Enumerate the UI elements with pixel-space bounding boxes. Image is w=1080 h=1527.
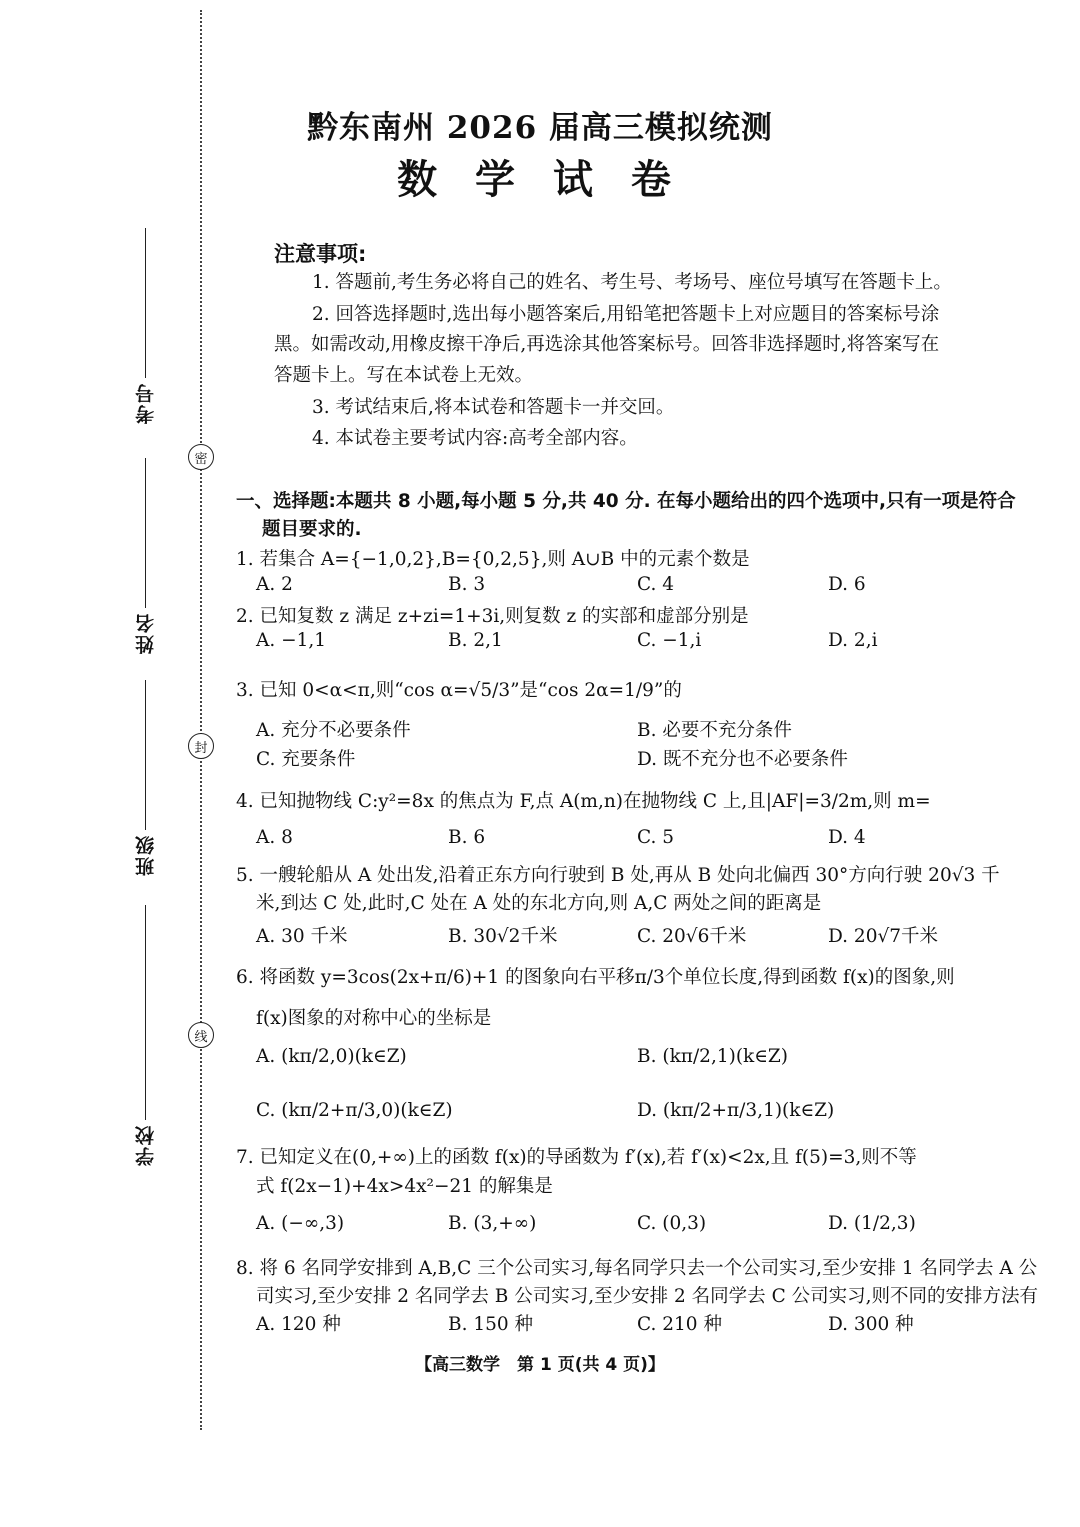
page-footer: 【高三数学 第 1 页(共 4 页)】 — [415, 1355, 665, 1375]
q4-option-c[interactable]: C. 5 — [637, 827, 675, 848]
q5-option-a[interactable]: A. 30 千米 — [256, 926, 348, 947]
exam-number-field[interactable] — [130, 228, 160, 424]
exam-subject-title: 数 学 试 卷 — [397, 156, 683, 203]
question-6-line-2: f(x)图象的对称中心的坐标是 — [256, 1008, 492, 1029]
exam-number-label: 考号 — [134, 382, 157, 424]
q4-option-b[interactable]: B. 6 — [448, 827, 486, 848]
q2-option-b[interactable]: B. 2,1 — [448, 630, 503, 651]
q7-option-b[interactable]: B. (3,+∞) — [448, 1213, 537, 1234]
school-field[interactable] — [130, 905, 160, 1166]
q1-option-a[interactable]: A. 2 — [256, 574, 293, 595]
q5-option-b[interactable]: B. 30√2千米 — [448, 926, 558, 947]
section-heading-line-1: 一、选择题:本题共 8 小题,每小题 5 分,共 40 分. 在每小题给出的四个选项中,只有一项是符合 — [236, 491, 1016, 512]
notice-item-2-line-2: 黑。如需改动,用橡皮擦干净后,再选涂其他答案标号。回答非选择题时,将答案写在 — [274, 334, 940, 355]
q7-option-a[interactable]: A. (−∞,3) — [256, 1213, 345, 1234]
question-8-line-2: 司实习,至少安排 2 名同学去 B 公司实习,至少安排 2 名同学去 C 公司实习,则不同的安排方法有 — [256, 1286, 1038, 1307]
question-3-stem: 3. 已知 0<α<π,则“cos α=√5/3”是“cos 2α=1/9”的 — [236, 680, 682, 701]
q5-option-d[interactable]: D. 20√7千米 — [828, 926, 939, 947]
seal-xian: 线 — [188, 1022, 214, 1048]
q3-option-d[interactable]: D. 既不充分也不必要条件 — [637, 749, 848, 770]
q8-option-c[interactable]: C. 210 种 — [637, 1314, 722, 1335]
q8-option-a[interactable]: A. 120 种 — [256, 1314, 341, 1335]
question-5-line-2: 米,到达 C 处,此时,C 处在 A 处的东北方向,则 A,C 两处之间的距离是 — [256, 893, 822, 914]
q6-option-b[interactable]: B. (kπ/2,1)(k∈Z) — [637, 1046, 789, 1067]
q3-option-c[interactable]: C. 充要条件 — [256, 749, 356, 770]
section-heading-line-2: 题目要求的. — [262, 519, 362, 540]
question-5-line-1: 5. 一艘轮船从 A 处出发,沿着正东方向行驶到 B 处,再从 B 处向北偏西 30°方向行驶 20√3 千 — [236, 865, 1000, 886]
question-7-line-1: 7. 已知定义在(0,+∞)上的函数 f(x)的导函数为 f′(x),若 f′(x)<2x,且 f(5)=3,则不等 — [236, 1147, 917, 1168]
question-4-stem: 4. 已知抛物线 C:y²=8x 的焦点为 F,点 A(m,n)在抛物线 C 上,且|AF|=3/2m,则 m= — [236, 791, 931, 812]
q4-option-d[interactable]: D. 4 — [828, 827, 866, 848]
notice-item-3: 3. 考试结束后,将本试卷和答题卡一并交回。 — [312, 397, 675, 418]
class-label: 班级 — [134, 834, 157, 876]
q7-option-c[interactable]: C. (0,3) — [637, 1213, 707, 1234]
seal-mi: 密 — [188, 444, 214, 470]
q8-option-d[interactable]: D. 300 种 — [828, 1314, 914, 1335]
q2-option-d[interactable]: D. 2,i — [828, 630, 878, 651]
seal-feng: 封 — [188, 733, 214, 759]
name-label: 姓名 — [134, 612, 157, 654]
notice-item-4: 4. 本试卷主要考试内容:高考全部内容。 — [312, 428, 638, 449]
question-7-line-2: 式 f(2x−1)+4x>4x²−21 的解集是 — [256, 1176, 553, 1197]
question-8-line-1: 8. 将 6 名同学安排到 A,B,C 三个公司实习,每名同学只去一个公司实习,至少安排 1 名同学去 A 公 — [236, 1258, 1038, 1279]
q2-option-c[interactable]: C. −1,i — [637, 630, 702, 651]
q5-option-c[interactable]: C. 20√6千米 — [637, 926, 747, 947]
notice-item-2-line-1: 2. 回答选择题时,选出每小题答案后,用铅笔把答题卡上对应题目的答案标号涂 — [312, 304, 940, 325]
q3-option-a[interactable]: A. 充分不必要条件 — [256, 720, 411, 741]
question-2-stem: 2. 已知复数 z 满足 z+zi=1+3i,则复数 z 的实部和虚部分别是 — [236, 606, 749, 627]
binding-dotted-line — [200, 10, 202, 1430]
q2-option-a[interactable]: A. −1,1 — [256, 630, 327, 651]
name-field[interactable] — [130, 458, 160, 654]
notice-heading: 注意事项: — [274, 242, 367, 266]
q7-option-d[interactable]: D. (1/2,3) — [828, 1213, 916, 1234]
q8-option-b[interactable]: B. 150 种 — [448, 1314, 534, 1335]
school-label: 学校 — [134, 1124, 157, 1166]
question-1-stem: 1. 若集合 A={−1,0,2},B={0,2,5},则 A∪B 中的元素个数是 — [236, 549, 750, 570]
q1-option-d[interactable]: D. 6 — [828, 574, 866, 595]
q6-option-d[interactable]: D. (kπ/2+π/3,1)(k∈Z) — [637, 1100, 835, 1121]
class-field[interactable] — [130, 680, 160, 876]
q1-option-c[interactable]: C. 4 — [637, 574, 675, 595]
notice-item-1: 1. 答题前,考生务必将自己的姓名、考生号、考场号、座位号填写在答题卡上。 — [312, 272, 952, 293]
q1-option-b[interactable]: B. 3 — [448, 574, 486, 595]
q6-option-a[interactable]: A. (kπ/2,0)(k∈Z) — [256, 1046, 407, 1067]
q4-option-a[interactable]: A. 8 — [256, 827, 293, 848]
q3-option-b[interactable]: B. 必要不充分条件 — [637, 720, 792, 741]
notice-item-2-line-3: 答题卡上。写在本试卷上无效。 — [274, 365, 534, 386]
question-6-line-1: 6. 将函数 y=3cos(2x+π/6)+1 的图象向右平移π/3个单位长度,得到函数 f(x)的图象,则 — [236, 967, 955, 988]
exam-title: 黔东南州 2026 届高三模拟统测 — [307, 110, 773, 146]
q6-option-c[interactable]: C. (kπ/2+π/3,0)(k∈Z) — [256, 1100, 453, 1121]
